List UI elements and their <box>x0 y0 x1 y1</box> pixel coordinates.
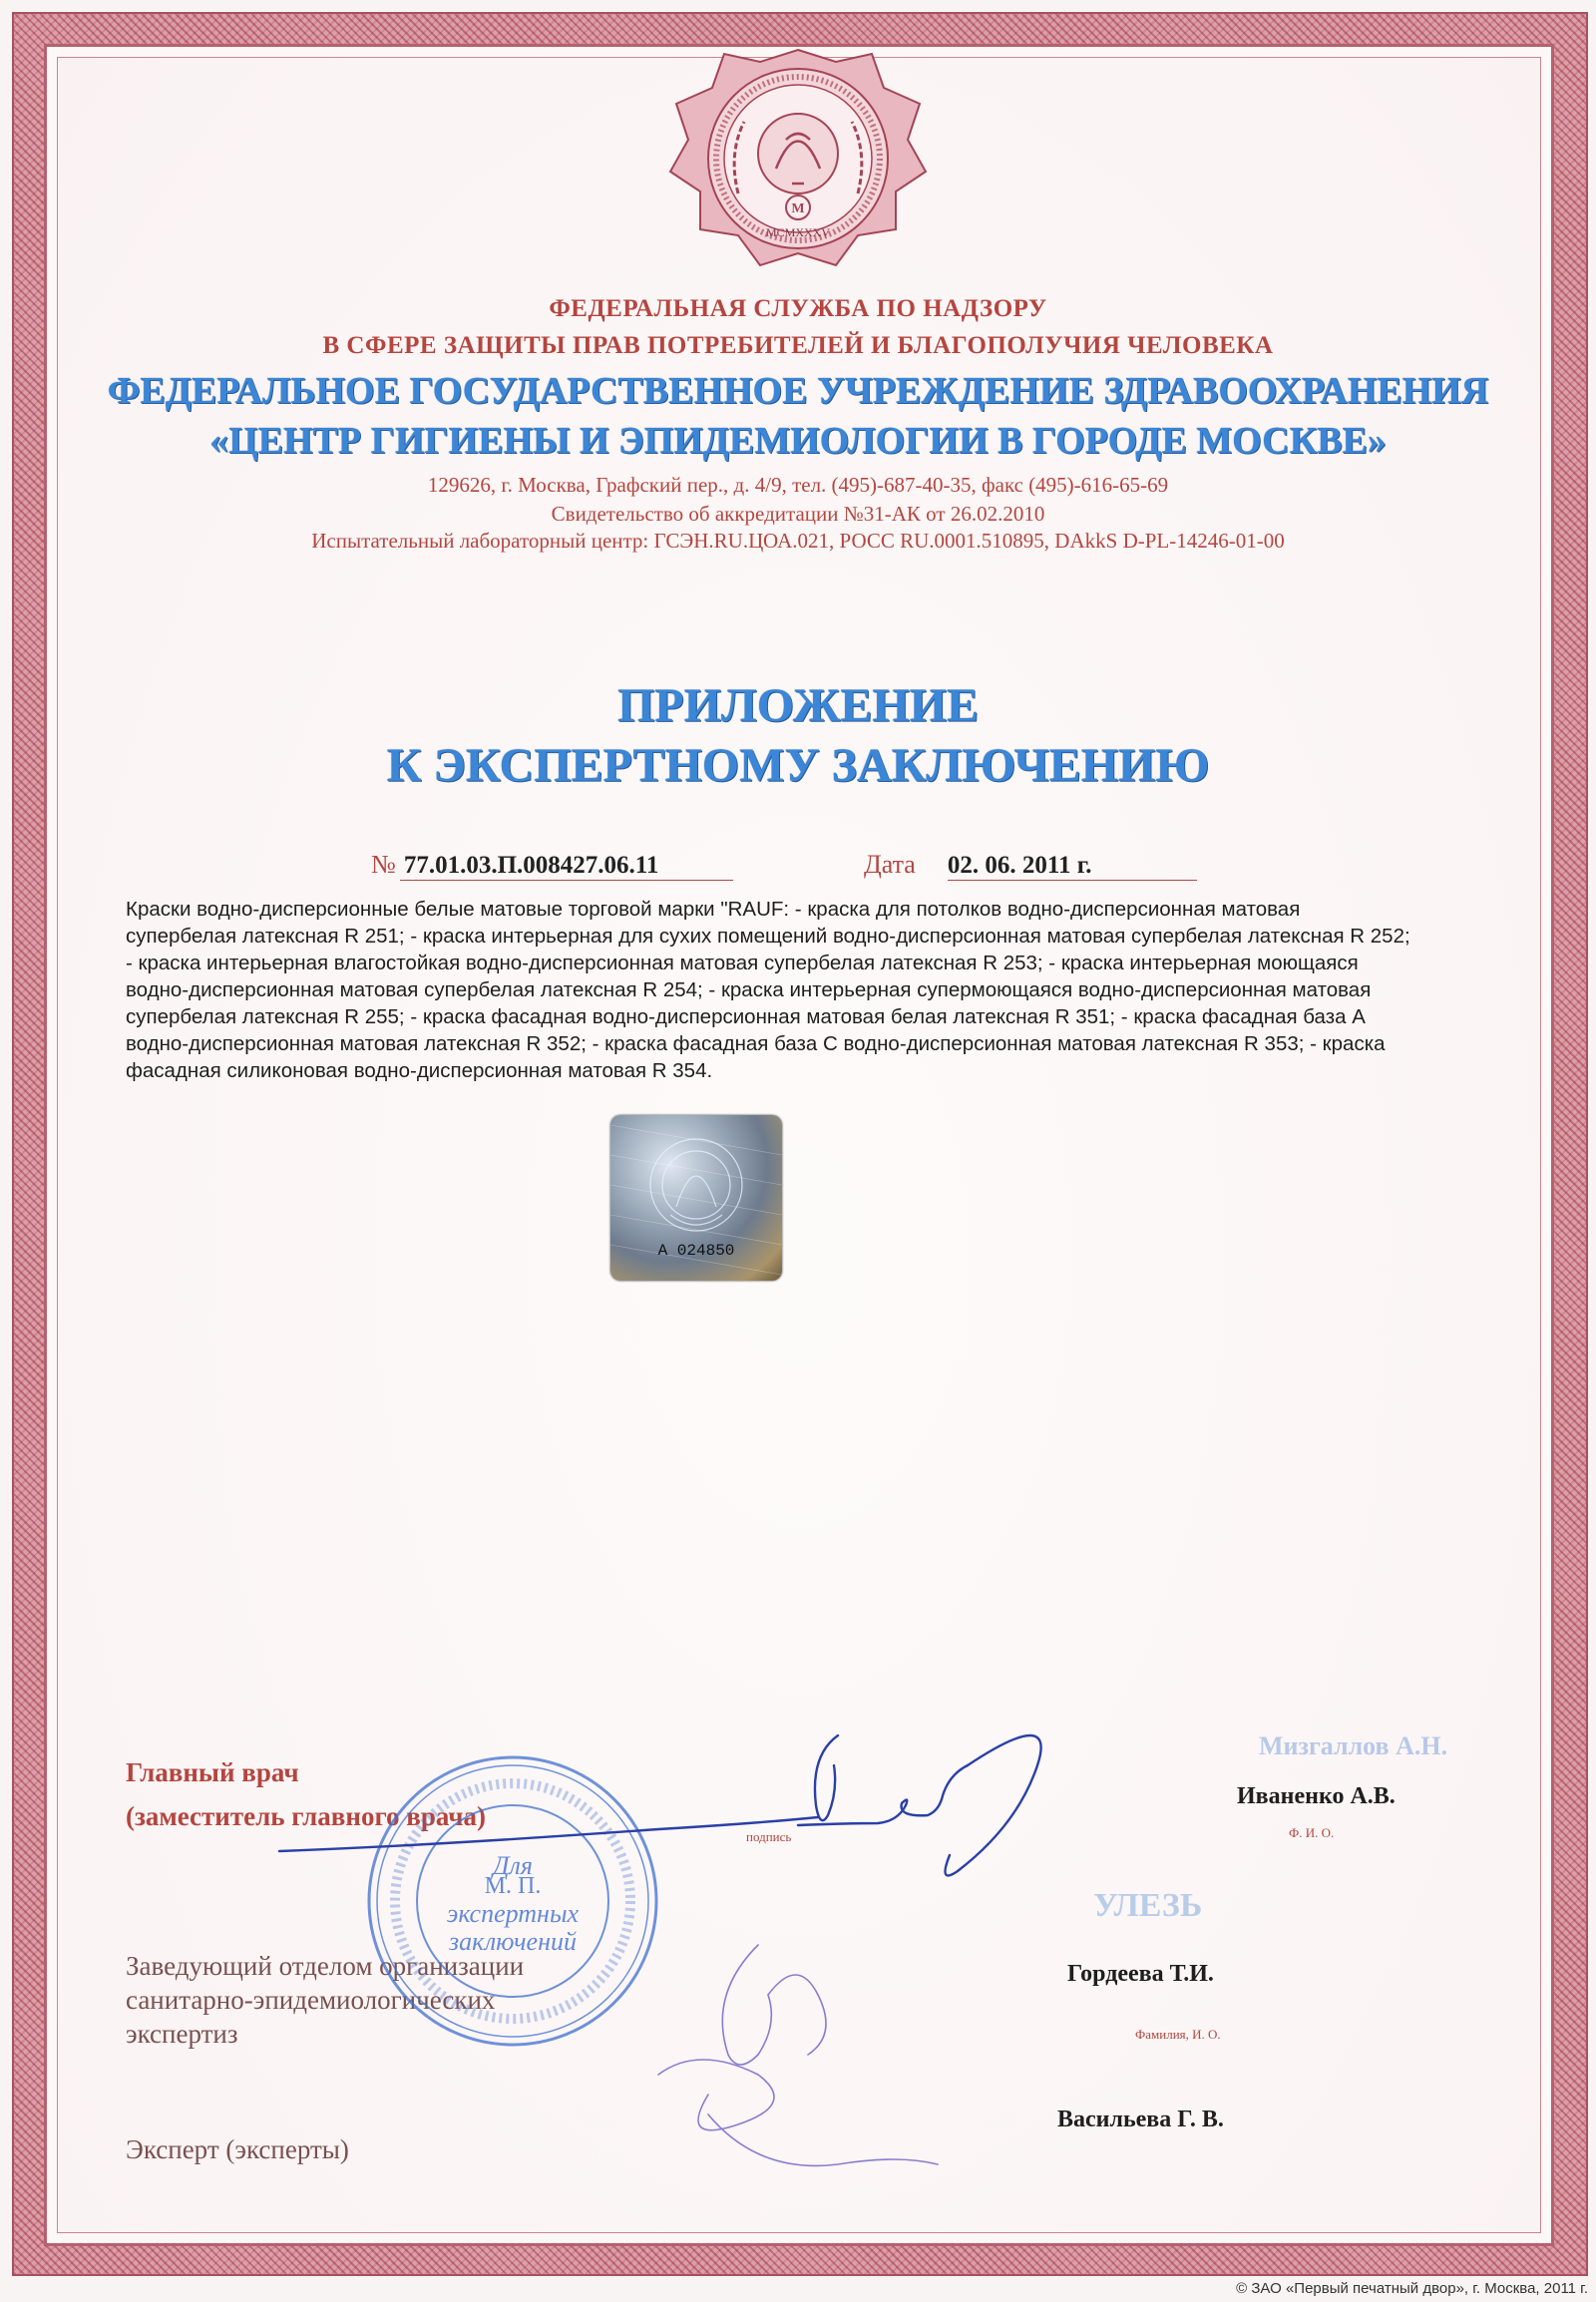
chief-doctor-deputy-label: (заместитель главного врача) <box>126 1801 487 1831</box>
header-line-4: «ЦЕНТР ГИГИЕНЫ И ЭПИДЕМИОЛОГИИ В ГОРОДЕ МОСКВЕ» <box>209 420 1387 462</box>
department-head-caption: Фамилия, И. О. <box>1135 2027 1221 2042</box>
handwritten-signatures <box>239 1696 1197 2214</box>
expert-label: Эксперт (эксперты) <box>126 2134 349 2164</box>
number-label: № <box>371 850 396 879</box>
faded-stamp-text: УЛЕЗЬ <box>1093 1887 1203 1924</box>
department-head-label-3: экспертиз <box>126 2019 238 2049</box>
chief-doctor-name: Иваненко А.В. <box>1237 1783 1396 1809</box>
description-line: - краска интерьерная влагостойкая водно-дисперсионная матовая супербелая латексная R 253; - краска интерьерная моющаяся <box>126 952 1359 974</box>
stamp-text-expert: экспертных <box>446 1899 580 1928</box>
seal-monogram: M <box>791 201 805 216</box>
seal-year: MCMXXXV <box>765 225 831 239</box>
header-line-3: ФЕДЕРАЛЬНОЕ ГОСУДАРСТВЕННОЕ УЧРЕЖДЕНИЕ ЗДРАВООХРАНЕНИЯ <box>107 370 1489 412</box>
chief-doctor-label: Главный врач <box>126 1757 299 1787</box>
expert-name: Васильева Г. В. <box>1057 2107 1224 2132</box>
description-line: Краски водно-дисперсионные белые матовые торговой марки "RAUF: - краска для потолков водно-дисперсионная матовая <box>126 898 1301 921</box>
description-line: водно-дисперсионная матовая супербелая латексная R 254; - краска интерьерная супермоющаяся водно-дисперсионная матовая <box>126 978 1372 1001</box>
description-line: супербелая латексная R 251; - краска интерьерная для сухих помещений водно-дисперсионная матовая супербелая латексная R 252; <box>126 925 1410 948</box>
hologram-sticker <box>610 1115 782 1281</box>
header-line-1: ФЕДЕРАЛЬНАЯ СЛУЖБА ПО НАДЗОРУ <box>549 295 1047 322</box>
header-line-2: В СФЕРЕ ЗАЩИТЫ ПРАВ ПОТРЕБИТЕЛЕЙ И БЛАГОПОЛУЧИЯ ЧЕЛОВЕКА <box>322 332 1274 359</box>
date-label: Дата <box>864 850 916 879</box>
document-date: 02. 06. 2011 г. <box>948 852 1197 881</box>
description-line: супербелая латексная R 255; - краска фасадная водно-дисперсионная матовая белая латексная R 351; - краска фасадная база А <box>126 1005 1366 1028</box>
document-title-line-1: ПРИЛОЖЕНИЕ <box>616 679 980 732</box>
header-lab-center: Испытательный лабораторный центр: ГСЭН.RU.ЦОА.021, РОСС RU.0001.510895, DAkkS D-PL-14246-01-00 <box>311 529 1285 553</box>
header-address: 129626, г. Москва, Графский пер., д. 4/9, тел. (495)-687-40-35, факс (495)-616-65-69 <box>427 473 1169 497</box>
stamp-text-mp: М. П. <box>484 1873 542 1899</box>
description-line: фасадная силиконовая водно-дисперсионная матовая R 354. <box>126 1059 713 1082</box>
department-head-label-1: Заведующий отделом организации <box>126 1951 525 1981</box>
signature-caption: подпись <box>746 1829 792 1844</box>
hologram-serial: А 024850 <box>657 1242 735 1260</box>
description-line: водно-дисперсионная матовая латексная R 352; - краска фасадная база С водно-дисперсионная матовая латексная R 353; - краска <box>126 1032 1386 1055</box>
department-head-name: Гордеева Т.И. <box>1067 1961 1214 1987</box>
chief-name-caption: Ф. И. О. <box>1289 1825 1335 1840</box>
institution-seal-icon <box>658 44 938 283</box>
stamp-text-conclusions: заключений <box>449 1927 577 1956</box>
header-accreditation: Свидетельство об аккредитации №31-АК от 26.02.2010 <box>551 502 1045 526</box>
document-number-row <box>371 850 733 881</box>
printer-imprint: © ЗАО «Первый печатный двор», г. Москва, 2011 г. <box>1236 2280 1588 2297</box>
hologram-emblem-icon <box>610 1115 782 1281</box>
department-head-label-2: санитарно-эпидемиологических <box>126 1985 496 2015</box>
head-signature-icon <box>658 1945 938 2165</box>
product-description <box>126 896 1542 1084</box>
document-number: 77.01.03.П.008427.06.11 <box>400 852 733 881</box>
document-date-row <box>864 850 1197 881</box>
stamp-text-for: Для <box>493 1851 533 1880</box>
document-title-line-2: К ЭКСПЕРТНОМУ ЗАКЛЮЧЕНИЮ <box>386 739 1210 792</box>
chief-signature-icon <box>279 1735 1041 1875</box>
faded-stamp-name: Мизгаллов А.Н. <box>1259 1731 1448 1760</box>
